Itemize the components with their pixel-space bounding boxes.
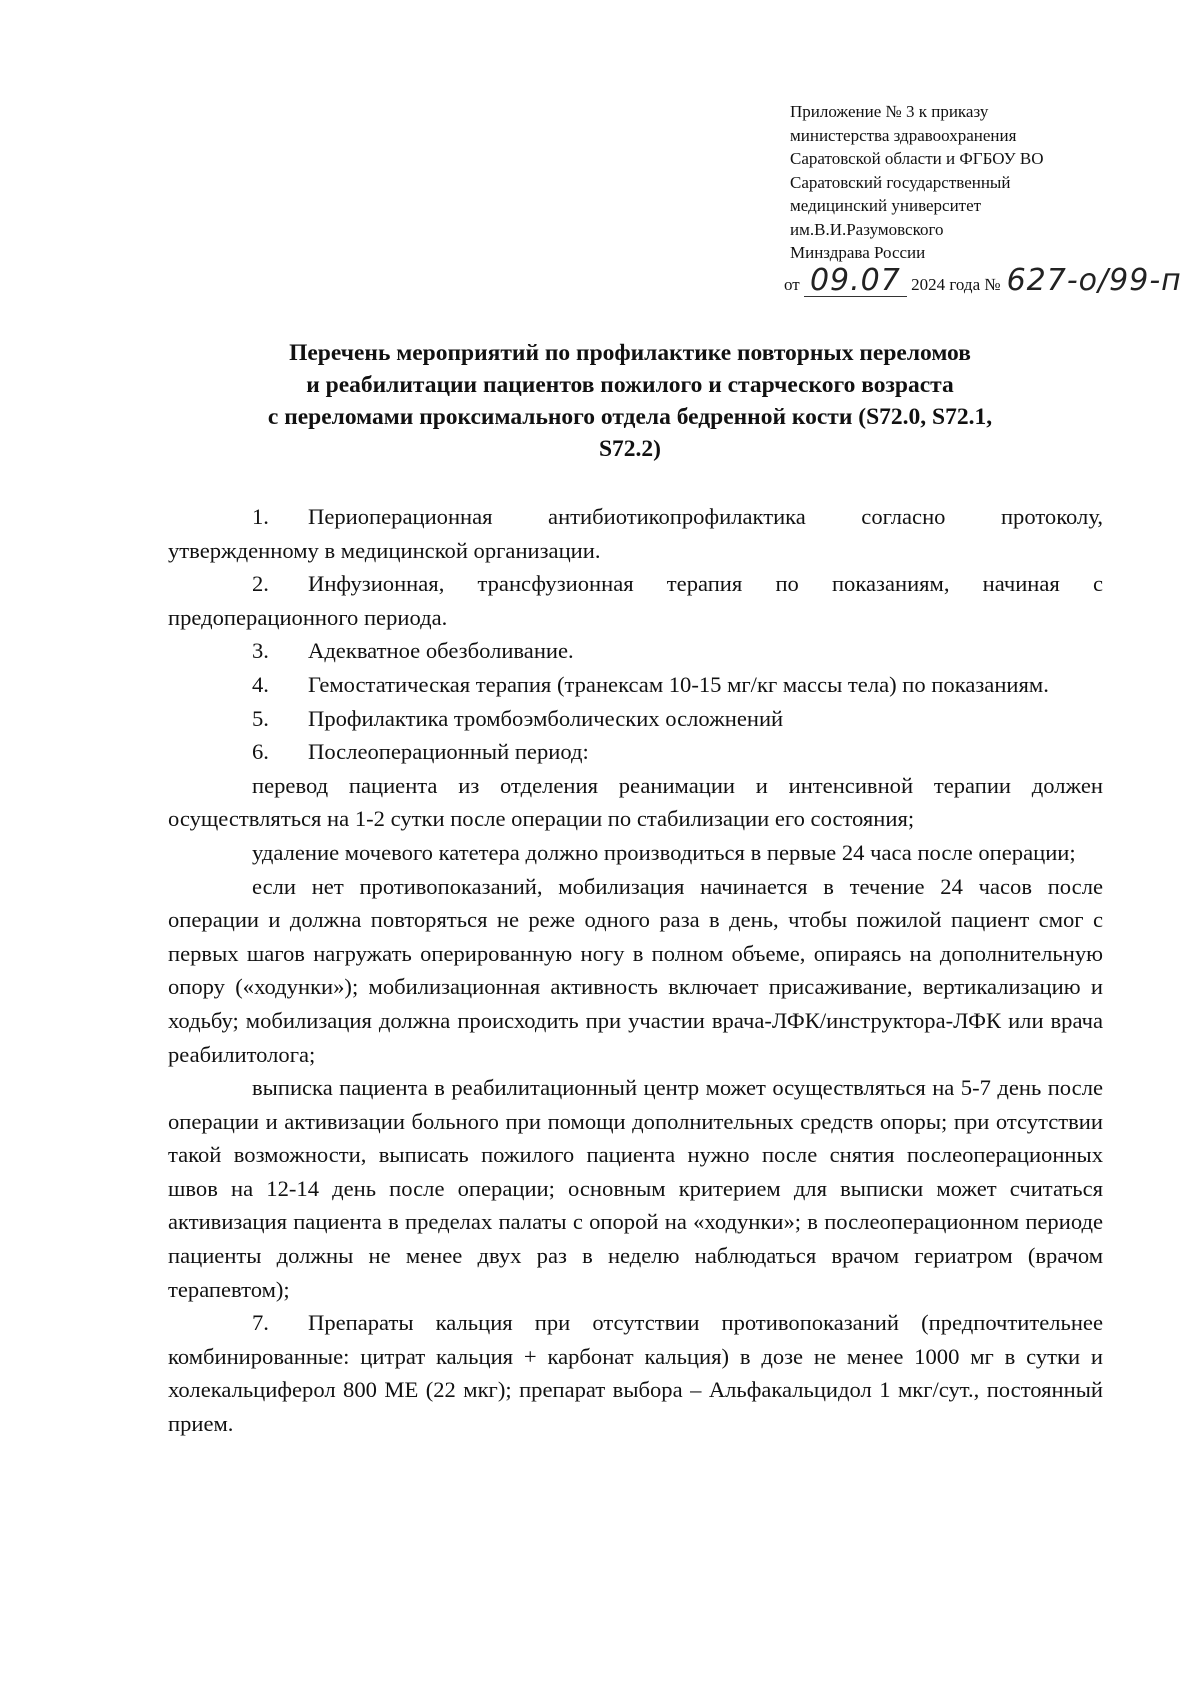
item-text: Инфузионная, трансфузионная терапия по показаниям, начиная с предоперационного периода. <box>168 571 1103 630</box>
item-text: Гемостатическая терапия (транексам 10-15 мг/кг массы тела) по показаниям. <box>308 671 1049 697</box>
list-item <box>168 567 1103 634</box>
header-line: Саратовской области и ФГБОУ ВО <box>790 149 1044 168</box>
item-text: Адекватное обезболивание. <box>308 638 574 664</box>
list-item <box>168 1306 1103 1440</box>
list-item <box>168 668 1103 702</box>
handwritten-date: 09.07 <box>804 266 907 297</box>
sub-paragraph: удаление мочевого катетера должно производиться в первые 24 часа после операции; <box>252 839 1076 865</box>
title-line: и реабилитации пациентов пожилого и старческого возраста <box>306 372 954 398</box>
item-text: Препараты кальция при отсутствии противопоказаний (предпочтительнее комбинированные: цитрат кальция + карбонат кальция) в дозе не менее 1000 мг в сутки и холекальциферол 800 МЕ (22 мкг); препарат выбора – Альфакальцидол 1 мкг/сут., постоянный прием. <box>168 1310 1103 1437</box>
item-number: 2. <box>252 571 269 597</box>
item-text: Послеоперационный период: <box>308 739 589 765</box>
item-number: 7. <box>252 1310 269 1336</box>
item-number: 6. <box>252 739 269 765</box>
item-number: 4. <box>252 671 269 697</box>
header-line: Минздрава России <box>790 243 926 262</box>
appendix-header <box>784 100 1182 298</box>
header-line: им.В.И.Разумовского <box>790 219 944 239</box>
list-item <box>168 702 1103 736</box>
sub-paragraph: перевод пациента из отделения реанимации и интенсивной терапии должен осуществляться на 1-2 сутки после операции по стабилизации его состояния; <box>168 772 1103 832</box>
header-line: Приложение № 3 к приказу <box>790 102 989 121</box>
list-item <box>168 634 1103 668</box>
date-prefix: от <box>784 275 800 294</box>
year-text: 2024 года № <box>911 275 1001 294</box>
list-item <box>168 735 1103 769</box>
title-line: Перечень мероприятий по профилактике повторных переломов <box>289 340 971 366</box>
order-date-line <box>784 263 1200 298</box>
header-line: министерства здравоохранения <box>790 125 1017 145</box>
item-text: Профилактика тромбоэмболических осложнений <box>308 705 784 731</box>
title-line: с переломами проксимального отдела бедренной кости (S72.0, S72.1, <box>267 404 993 430</box>
handwritten-order-number: 627-о/99-п <box>1006 263 1182 298</box>
item-text: Периоперационная антибиотикопрофилактика согласно протоколу, утвержденному в медицинской организации. <box>168 504 1103 563</box>
header-line: Саратовский государственный <box>790 172 1011 192</box>
item-number: 3. <box>252 638 269 664</box>
sub-paragraph: выписка пациента в реабилитационный центр может осуществляться на 5-7 день после операции и активизации больного при помощи дополнительных средств опоры; при отсутствии такой возможности, выписать пожилого пациента нужно после снятия послеоперационных швов на 12-14 день после операции; основным критерием для выписки может считаться активизация пациента в пределах палаты с опорой на «ходунки»; в послеоперационном периоде пациенты должны не менее двух раз в неделю наблюдаться врачом гериатром (врачом терапевтом); <box>168 1075 1103 1302</box>
sub-paragraph: если нет противопоказаний, мобилизация начинается в течение 24 часов после операции и должна повторяться не реже одного раза в день, чтобы пожилой пациент смог с первых шагов нагружать оперированную ногу в полном объеме, опираясь на дополнительную опору («ходунки»); мобилизационная активность включает присаживание, вертикализацию и ходьбу; мобилизация должна происходить при участии врача-ЛФК/инструктора-ЛФК или врача реабилитолога; <box>168 873 1103 1067</box>
list-item <box>168 500 1103 567</box>
document-body <box>168 500 1103 1441</box>
header-line: медицинский университет <box>790 196 982 215</box>
item-number: 1. <box>252 504 269 529</box>
title-line: S72.2) <box>598 436 662 462</box>
item-number: 5. <box>252 705 269 731</box>
document-title <box>180 337 1080 465</box>
